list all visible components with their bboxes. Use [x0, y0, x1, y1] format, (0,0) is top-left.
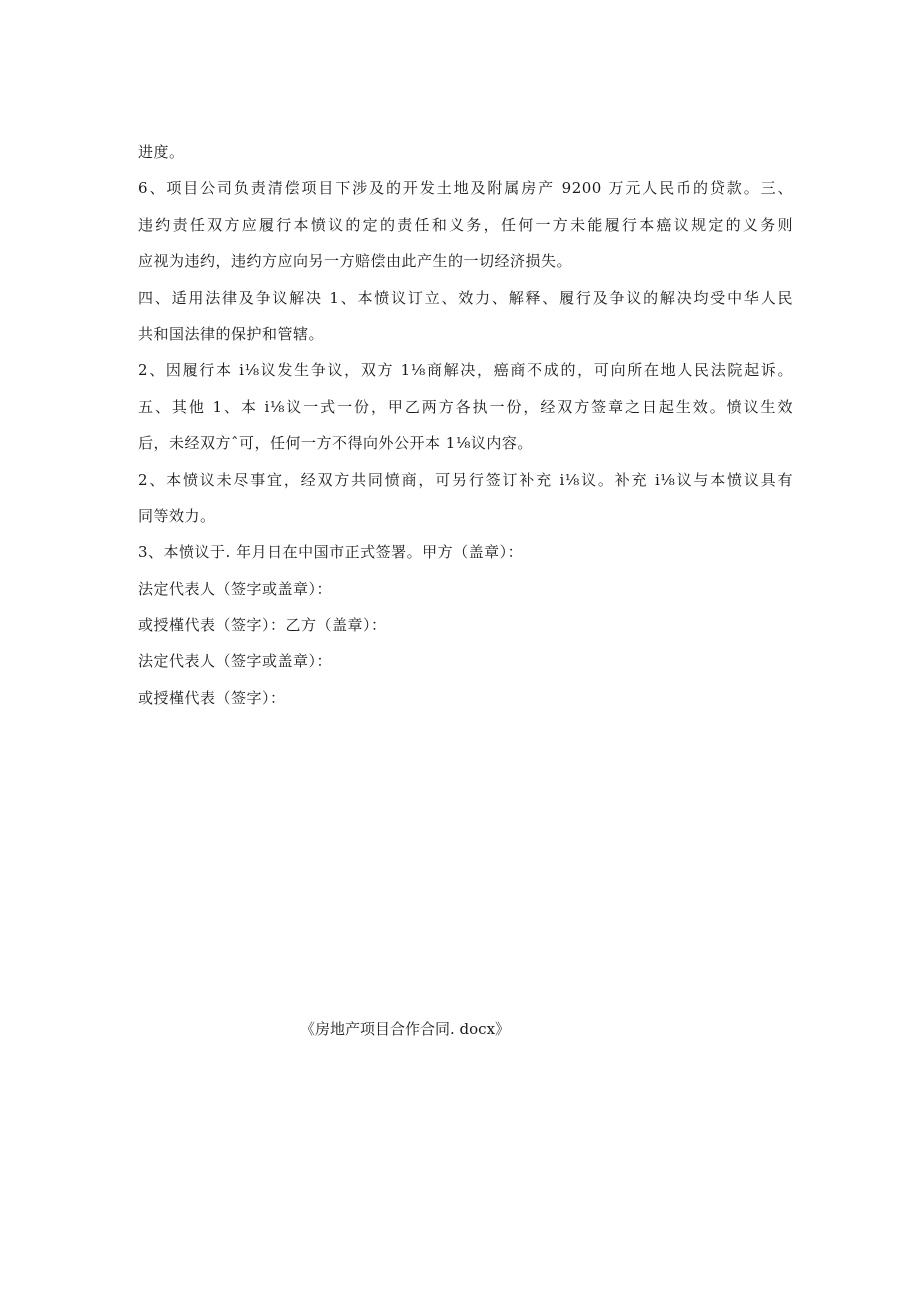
signature-line: 法定代表人（签字或盖章）： [138, 579, 333, 598]
signature-line: 法定代表人（签字或盖章）： [138, 652, 333, 671]
paragraph-line: 同等效力。 [138, 506, 216, 525]
paragraph-line: 进度。 [138, 143, 185, 161]
paragraph-line: 3、本愤议于. 年月日在中国市正式签署。甲方（盖章）： [138, 543, 524, 562]
paragraph-line: 四、适用法律及争议解决 1、本愤议订立、效力、解释、履行及争议的解决均受中华人民 [138, 288, 793, 307]
paragraph-line: 2、本愤议未尽事宜，经双方共同愤商，可另行签订补充 i⅛议。补充 i⅛议与本愤议具有 [138, 470, 793, 489]
paragraph-line: 应视为违约，违约方应向另一方赔偿由此产生的一切经济损失。 [138, 252, 573, 271]
paragraph-line: 2、因履行本 i⅛议发生争议，双方 1⅛商解决，癌商不成的，可向所在地人民法院起诉。 [138, 361, 793, 380]
signature-line: 或授槿代表（签字）： [138, 688, 286, 707]
signature-line: 或授槿代表（签字）：乙方（盖章）： [138, 616, 387, 635]
paragraph-line: 后，未经双方ˆ可，任何一方不得向外公开本 1⅛议内容。 [138, 434, 533, 453]
paragraph-line: 五、其他 1、本 i⅛议一式一份，甲乙两方各执一份，经双方签章之日起生效。愤议生效 [138, 397, 793, 416]
document-body [138, 134, 793, 716]
paragraph-line: 6、项目公司负责清偿项目下涉及的开发土地及附属房产 9200 万元人民币的贷款。三、 [138, 179, 793, 198]
paragraph-line: 违约责任双方应履行本愤议的定的责任和义务，任何一方未能履行本癌议规定的义务则 [138, 215, 793, 234]
paragraph-line: 共和国法律的保护和管辖。 [138, 324, 325, 343]
document-footer-title: 《房地产项目合作合同. docx》 [300, 1020, 511, 1038]
